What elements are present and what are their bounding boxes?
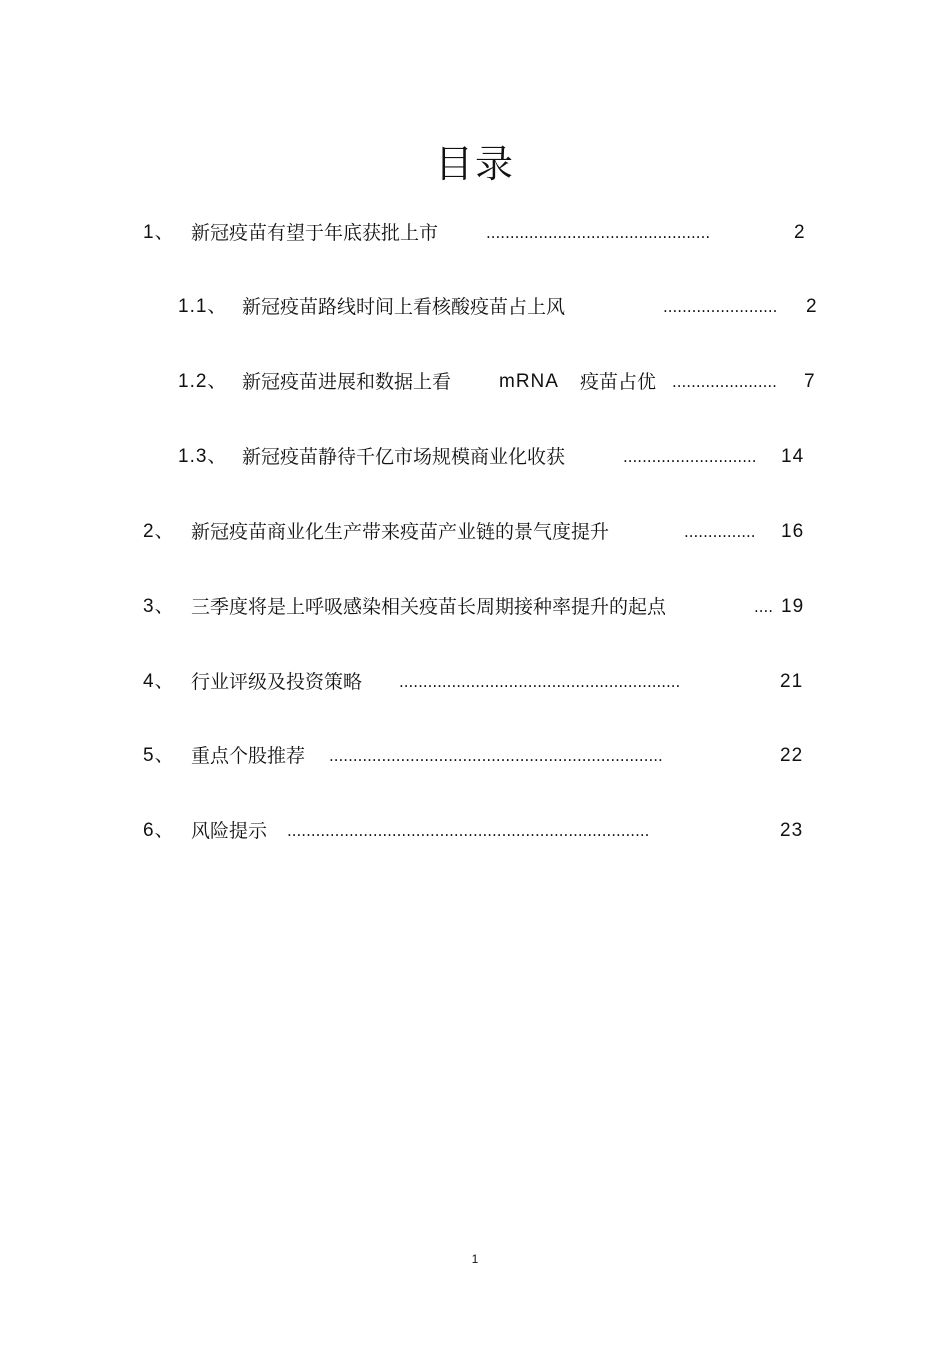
toc-entry-number: 1.1、: [178, 296, 228, 317]
toc-entry-page: 22: [780, 745, 804, 766]
toc-entry-page: 23: [780, 820, 804, 841]
toc-entry-leader: ...............................................: [486, 224, 711, 242]
toc-entry-leader: ...........................................................: [399, 673, 681, 691]
toc-entry[interactable]: [0, 219, 950, 247]
toc-entry-leader: ...............: [684, 523, 756, 541]
toc-entry-title-latin: mRNA: [499, 371, 559, 392]
toc-entry-page: 14: [781, 446, 805, 467]
toc-entry-page: 7: [804, 371, 816, 392]
toc-entry-page: 19: [781, 596, 805, 617]
toc-entry-number: 1.3、: [178, 446, 228, 467]
toc-entry-title: 重点个股推荐: [191, 745, 306, 767]
toc-entry-number: 3、: [143, 596, 175, 617]
toc-entry-title: 新冠疫苗商业化生产带来疫苗产业链的景气度提升: [191, 521, 610, 543]
toc-entry-leader: ........................: [663, 298, 778, 316]
toc-entry-leader: ............................: [623, 448, 757, 466]
toc-entry-number: 5、: [143, 745, 175, 766]
toc-entry-title-suffix: 疫苗占优: [580, 371, 657, 393]
toc-entry-title: 新冠疫苗路线时间上看核酸疫苗占上风: [242, 296, 566, 318]
toc-entry[interactable]: [0, 293, 950, 321]
toc-entry[interactable]: [0, 817, 950, 845]
toc-entry[interactable]: [0, 443, 950, 471]
toc-entry-page: 2: [794, 222, 806, 243]
toc-entry-leader: ....: [754, 598, 774, 616]
page-number: 1: [471, 1252, 479, 1266]
toc-entry-title: 新冠疫苗静待千亿市场规模商业化收获: [242, 446, 566, 468]
toc-entry-title: 行业评级及投资策略: [191, 671, 363, 693]
toc-entry-leader: ......................................................................: [329, 747, 663, 765]
toc-entry-title: 三季度将是上呼吸感染相关疫苗长周期接种率提升的起点: [191, 596, 667, 618]
toc-entry[interactable]: [0, 668, 950, 696]
toc-entry-number: 2、: [143, 521, 175, 542]
toc-entry[interactable]: [0, 368, 950, 396]
toc-entry[interactable]: [0, 518, 950, 546]
toc-entry[interactable]: [0, 742, 950, 770]
toc-entry-number: 4、: [143, 671, 175, 692]
toc-entry-title: 新冠疫苗有望于年底获批上市: [191, 222, 439, 244]
toc-entry-page: 21: [780, 671, 804, 692]
toc-entry-leader: ............................................................................: [287, 822, 650, 840]
page-title: 目录: [434, 142, 515, 186]
toc-entry-number: 1、: [143, 222, 175, 243]
toc-entry-number: 1.2、: [178, 371, 228, 392]
toc-entry-title: 风险提示: [191, 820, 268, 842]
toc-entry-title: 新冠疫苗进展和数据上看: [242, 371, 452, 393]
toc-entry-leader: ......................: [672, 373, 777, 391]
toc-entry-number: 6、: [143, 820, 175, 841]
toc-entry-page: 16: [781, 521, 805, 542]
toc-entry[interactable]: [0, 593, 950, 621]
toc-entry-page: 2: [806, 296, 818, 317]
